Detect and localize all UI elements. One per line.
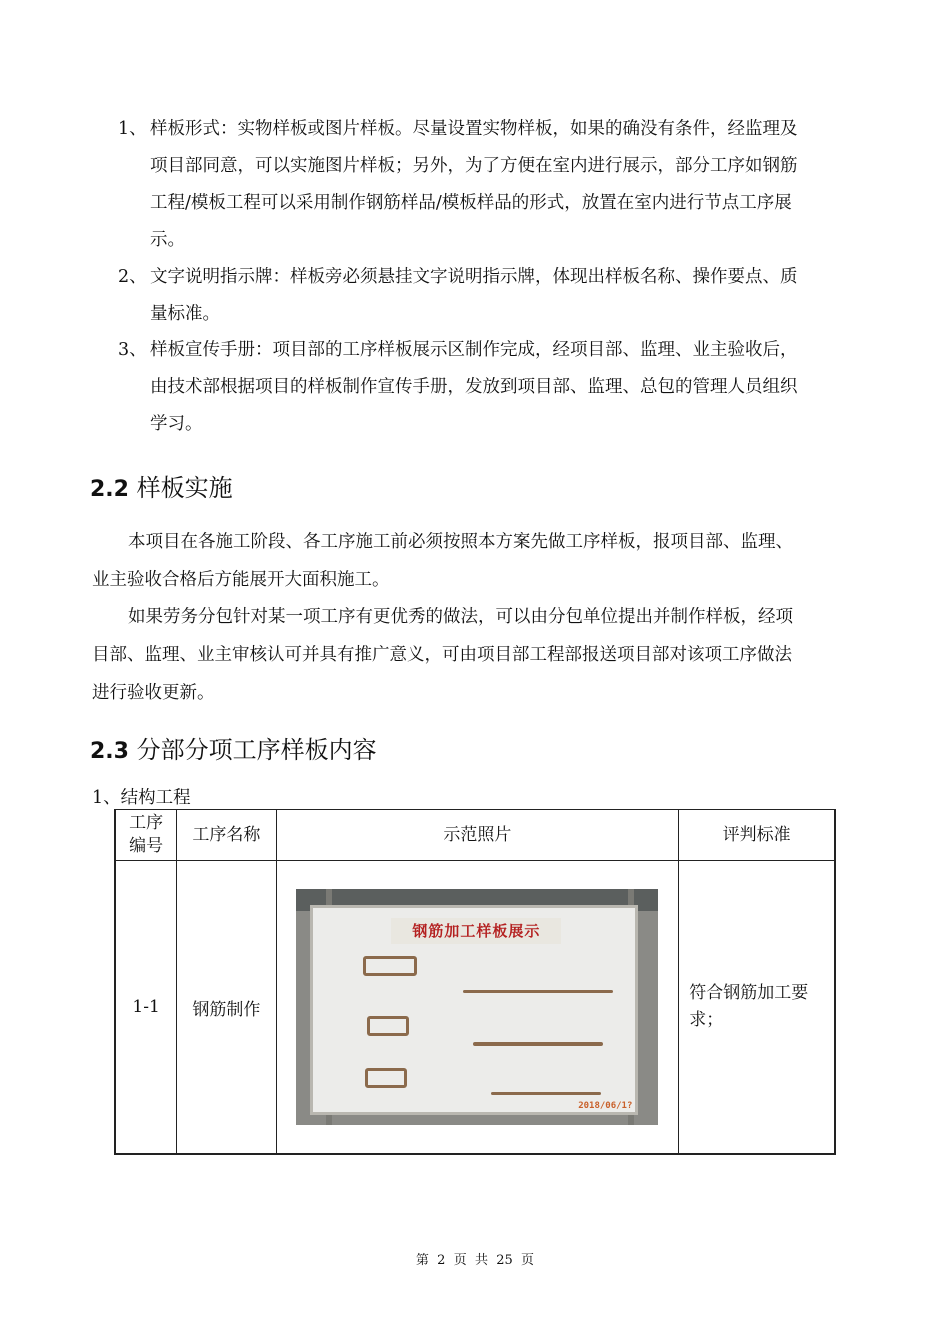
- paragraph-2: [92, 598, 872, 712]
- list-item-line: 样板形式：实物样板或图片样板。尽量设置实物样板，如果的确没有条件，经监理及: [150, 119, 798, 139]
- list-item-line: 学习。: [150, 414, 203, 434]
- table-header-row: [115, 810, 835, 861]
- sample-photo: [296, 889, 658, 1125]
- list-item-line: 文字说明指示牌：样板旁必须悬挂文字说明指示牌，体现出样板名称、操作要点、质: [150, 267, 798, 287]
- list-item-line: 工程/模板工程可以采用制作钢筋样品/模板样品的形式，放置在室内进行节点工序展: [150, 193, 792, 213]
- section-number: 2.3: [90, 739, 129, 764]
- paragraph-line: 进行验收更新。: [92, 683, 215, 703]
- paragraph-line: 如果劳务分包针对某一项工序有更优秀的做法，可以由分包单位提出并制作样板，经项: [128, 607, 793, 627]
- list-item-1: [118, 111, 878, 259]
- section-title: 分部分项工序样板内容: [136, 736, 377, 764]
- display-board: [310, 905, 638, 1115]
- paragraph-line: 业主验收合格后方能展开大面积施工。: [92, 570, 390, 590]
- header-cell-code: [115, 810, 177, 861]
- cell-photo: [276, 861, 679, 1155]
- section-title: 样板实施: [136, 474, 233, 502]
- header-code-line2: 编号: [129, 836, 164, 856]
- list-item-line: 样板宣传手册：项目部的工序样板展示区制作完成，经项目部、监理、业主验收后，: [150, 340, 798, 360]
- rebar-sample: [491, 1092, 601, 1095]
- stirrup-sample: [367, 1016, 409, 1036]
- page-footer: 第 2 页 共 25 页: [415, 1253, 535, 1268]
- paragraph-line: 本项目在各施工阶段、各工序施工前必须按照本方案先做工序样板，报项目部、监理、: [128, 532, 793, 552]
- cell-name: 钢筋制作: [177, 861, 276, 1155]
- paragraph-1: [92, 523, 872, 599]
- list-item-line: 由技术部根据项目的样板制作宣传手册，发放到项目部、监理、总包的管理人员组织: [150, 377, 798, 397]
- list-item-number: 2、: [118, 267, 147, 287]
- header-cell-name: 工序名称: [177, 810, 276, 861]
- section-heading-2-3: [90, 730, 377, 765]
- list-item-line: 量标准。: [150, 304, 220, 324]
- list-item-line: 项目部同意，可以实施图片样板；另外，为了方便在室内进行展示，部分工序如钢筋: [150, 156, 798, 176]
- list-item-number: 3、: [118, 340, 147, 360]
- table-row: [115, 861, 835, 1155]
- board-title: 钢筋加工样板展示: [391, 918, 561, 944]
- section-heading-2-2: [90, 468, 233, 503]
- rebar-sample: [473, 1042, 603, 1046]
- paragraph-line: 目部、监理、业主审核认可并具有推广意义，可由项目部工程部报送项目部对该项工序做法: [92, 645, 792, 665]
- list-item-number: 1、: [118, 119, 147, 139]
- rebar-sample: [463, 990, 613, 993]
- subsection-title: 1、结构工程: [92, 788, 191, 808]
- list-item-line: 示。: [150, 230, 185, 250]
- header-cell-photo: 示范照片: [276, 810, 679, 861]
- header-code-line1: 工序: [129, 813, 164, 833]
- stirrup-sample: [365, 1068, 407, 1088]
- cell-standard: 符合钢筋加工要求；: [679, 861, 835, 1155]
- photo-date-stamp: 2018/06/1?: [578, 1101, 633, 1111]
- section-number: 2.2: [90, 477, 129, 502]
- stirrup-sample: [363, 956, 417, 976]
- list-item-2: [118, 259, 878, 333]
- list-item-3: [118, 332, 878, 443]
- cell-code: 1-1: [115, 861, 177, 1155]
- process-table: [114, 809, 836, 1155]
- header-cell-standard: 评判标准: [679, 810, 835, 861]
